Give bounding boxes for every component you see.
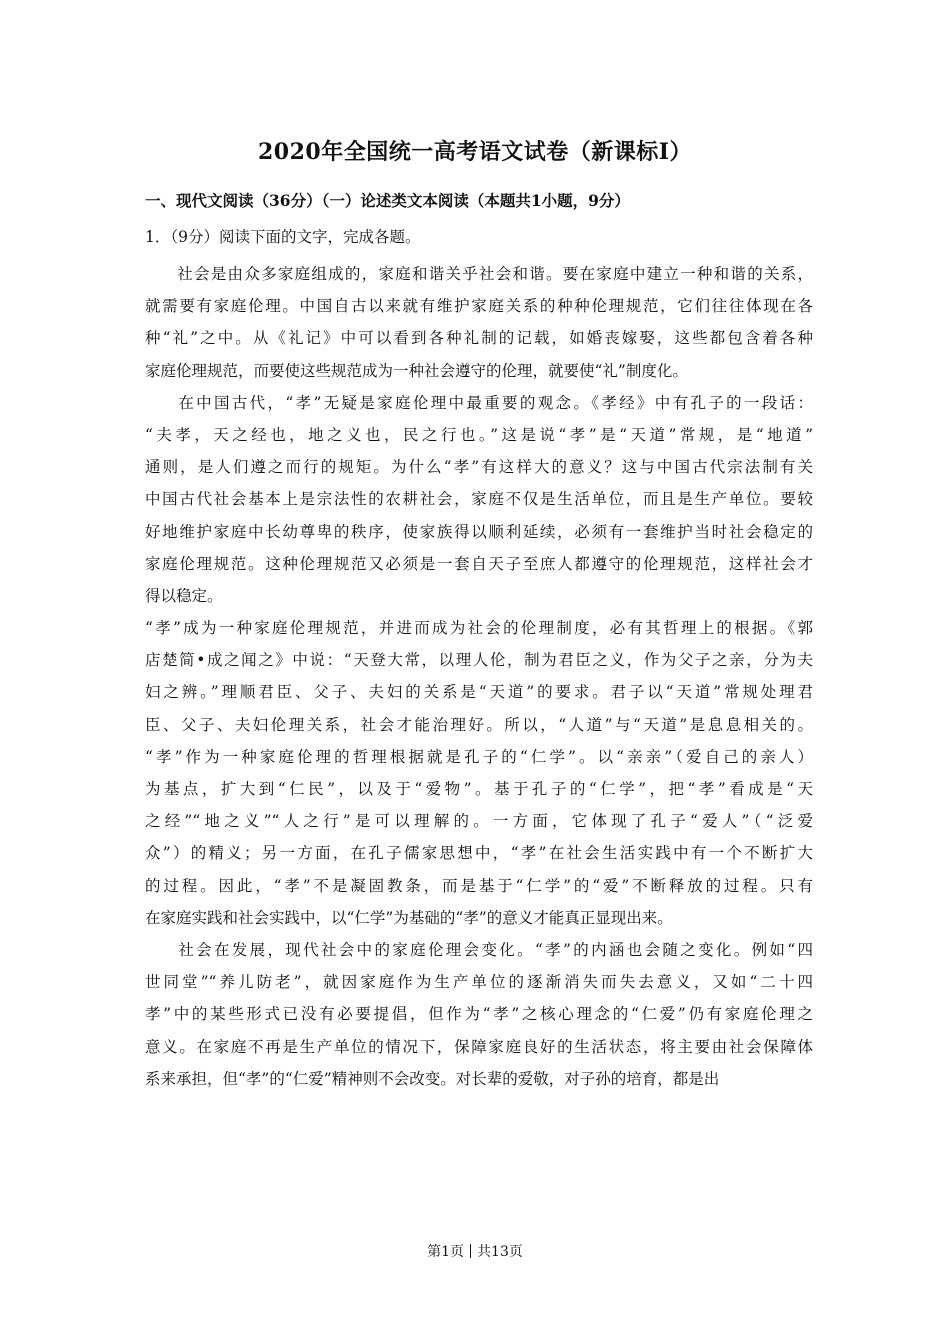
passage-line-text: “孝”作为一种家庭伦理的哲理根据就是孔子的“仁学”。以“亲亲”（爱自己的亲人） bbox=[145, 747, 813, 766]
passage-line bbox=[145, 1063, 813, 1095]
passage-line-text: 的过程。因此，“孝”不是凝固教条，而是基于“仁学”的“爱”不断释放的过程。只有 bbox=[145, 876, 813, 895]
reading-passage bbox=[145, 258, 813, 1095]
passage-paragraph bbox=[145, 934, 813, 1095]
passage-line bbox=[145, 773, 813, 805]
passage-line-text: 在中国古代，“孝”无疑是家庭伦理中最重要的观念。《孝经》中有孔子的一段话： bbox=[176, 393, 813, 412]
footer-separator bbox=[470, 1244, 471, 1258]
passage-line-text: 店楚简•成之闻之》中说：“天登大常，以理人伦，制为君臣之义，作为父子之亲，分为夫 bbox=[145, 651, 813, 670]
passage-line bbox=[145, 966, 813, 998]
passage-line bbox=[145, 483, 813, 515]
passage-line-text: 意义。在家庭不再是生产单位的情况下，保障家庭良好的生活状态，将主要由社会保障体 bbox=[145, 1037, 813, 1056]
passage-line bbox=[145, 741, 813, 773]
passage-line-text: 就需要有家庭伦理。中国自古以来就有维护家庭关系的种种伦理规范，它们往往体现在各 bbox=[145, 297, 813, 316]
passage-line bbox=[145, 580, 813, 612]
passage-line bbox=[145, 644, 813, 676]
passage-line bbox=[145, 805, 813, 837]
passage-line bbox=[145, 998, 813, 1030]
passage-line-text: 孝”中的某些形式已没有必要提倡，但作为“孝”之核心理念的“仁爱”仍有家庭伦理之 bbox=[145, 1005, 813, 1024]
passage-line-text: 种“礼”之中。从《礼记》中可以看到各种礼制的记载，如婚丧嫁娶，这些都包含着各种 bbox=[145, 329, 813, 348]
passage-paragraph bbox=[145, 612, 813, 934]
passage-line-text: 好地维护家庭中长幼尊卑的秩序，使家族得以顺利延续，必须有一套维护当时社会稳定的 bbox=[145, 522, 813, 541]
passage-line-text: 众”）的精义；另一方面，在孔子儒家思想中，“孝”在社会生活实践中有一个不断扩大 bbox=[145, 844, 813, 863]
passage-line-text: 社会是由众多家庭组成的，家庭和谐关乎社会和谐。要在家庭中建立一种和谐的关系， bbox=[176, 265, 813, 283]
passage-line-text: 妇之辨。”理顺君臣、父子、夫妇的关系是“天道”的要求。君子以“天道”常规处理君 bbox=[145, 683, 813, 702]
passage-paragraph bbox=[145, 387, 813, 612]
total-pages: 共13页 bbox=[477, 1244, 523, 1260]
passage-line bbox=[145, 419, 813, 451]
passage-line bbox=[145, 1031, 813, 1063]
passage-line bbox=[145, 934, 813, 966]
passage-line-text: 臣、父子、夫妇伦理关系，社会才能治理好。所以，“人道”与“天道”是息息相关的。 bbox=[145, 715, 813, 734]
passage-line bbox=[145, 387, 813, 419]
passage-line-text: “孝”成为一种家庭伦理规范，并进而成为社会的伦理制度，必有其哲理上的根据。《郭 bbox=[145, 619, 813, 638]
passage-line bbox=[145, 612, 813, 644]
passage-line bbox=[145, 451, 813, 483]
passage-line bbox=[145, 902, 813, 934]
passage-line bbox=[145, 258, 813, 290]
passage-line bbox=[145, 548, 813, 580]
passage-line-text: 家庭伦理规范。这种伦理规范又必须是一套自天子至庶人都遵守的伦理规范，这样社会才 bbox=[145, 554, 813, 573]
section-heading: 一、现代文阅读（36分）（一）论述类文本阅读（本题共1小题，9分） bbox=[145, 191, 630, 210]
question-prompt: 1．（9分）阅读下面的文字，完成各题。 bbox=[145, 228, 421, 246]
passage-line bbox=[145, 322, 813, 354]
passage-line bbox=[145, 837, 813, 869]
passage-line-text: “夫孝，天之经也，地之义也，民之行也。”这是说“孝”是“天道”常规，是“地道” bbox=[145, 425, 813, 444]
page-number: 第1页 bbox=[427, 1244, 465, 1260]
passage-line bbox=[145, 676, 813, 708]
passage-line-text: 中国古代社会基本上是宗法性的农耕社会，家庭不仅是生活单位，而且是生产单位。要较 bbox=[145, 490, 813, 509]
passage-paragraph bbox=[145, 258, 813, 387]
passage-line bbox=[145, 516, 813, 548]
passage-line-text: 在家庭实践和社会实践中，以“仁学”为基础的“孝”的意义才能真正显现出来。 bbox=[145, 908, 673, 927]
passage-line-text: 为基点，扩大到“仁民”，以及于“爱物”。基于孔子的“仁学”，把“孝”看成是“天 bbox=[145, 780, 813, 798]
document-title: 2020年全国统一高考语文试卷（新课标Ⅰ） bbox=[257, 139, 693, 165]
passage-line-text: 世同堂”“养儿防老”，就因家庭作为生产单位的逐渐消失而失去意义，又如“二十四 bbox=[145, 973, 813, 992]
passage-line-text: 得以稳定。 bbox=[145, 586, 223, 605]
passage-line bbox=[145, 870, 813, 902]
passage-line-text: 系来承担，但“孝”的“仁爱”精神则不会改变。对长辈的爱敬，对子孙的培育，都是出 bbox=[145, 1069, 720, 1088]
passage-line bbox=[145, 709, 813, 741]
passage-line bbox=[145, 355, 813, 387]
passage-line-text: 社会在发展，现代社会中的家庭伦理会变化。“孝”的内涵也会随之变化。例如“四 bbox=[176, 940, 813, 959]
passage-line-text: 之经”“地之义”“人之行”是可以理解的。一方面，它体现了孔子“爱人”（“泛爱 bbox=[145, 812, 813, 831]
passage-line-text: 通则，是人们遵之而行的规矩。为什么“孝”有这样大的意义？这与中国古代宗法制有关 bbox=[145, 458, 813, 477]
passage-line-text: 家庭伦理规范，而要使这些规范成为一种社会遵守的伦理，就要使“礼”制度化。 bbox=[145, 361, 688, 380]
passage-line bbox=[145, 290, 813, 322]
page-footer bbox=[0, 1240, 950, 1264]
